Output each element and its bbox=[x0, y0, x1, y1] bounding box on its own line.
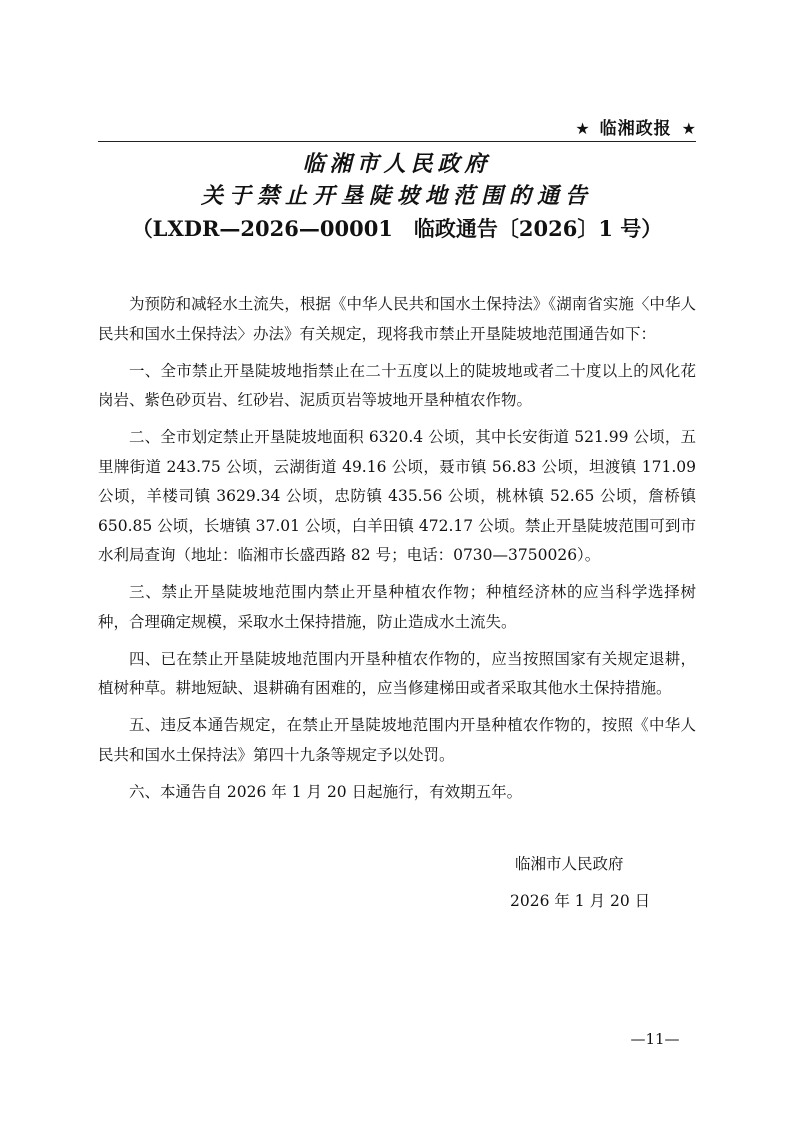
document-title bbox=[98, 150, 696, 244]
signature-date: 2026 年 1 月 20 日 bbox=[510, 892, 651, 910]
publication-name: 临湘政报 bbox=[599, 119, 672, 139]
paragraph-item-3: 三、禁止开垦陡坡地范围内禁止开垦种植农作物；种植经济林的应当科学选择树种，合理确定规模，采取水土保持措施，防止造成水土流失。 bbox=[98, 583, 696, 631]
paragraph-intro: 为预防和减轻水土流失，根据《中华人民共和国水土保持法》《湖南省实施〈中华人民共和国水土保持法〉办法》有关规定，现将我市禁止开垦陡坡地范围通告如下： bbox=[98, 295, 696, 343]
paragraph-item-1: 一、全市禁止开垦陡坡地指禁止在二十五度以上的陡坡地或者二十度以上的风化花岗岩、紫色砂页岩、红砂岩、泥质页岩等坡地开垦种植农作物。 bbox=[98, 361, 696, 409]
paragraph-item-5: 五、违反本通告规定，在禁止开垦陡坡地范围内开垦种植农作物的，按照《中华人民共和国水土保持法》第四十九条等规定予以处罚。 bbox=[98, 716, 696, 764]
title-issuer: 临湘市人民政府 bbox=[302, 152, 492, 177]
header-divider bbox=[98, 141, 696, 142]
paragraph-item-6: 六、本通告自 2026 年 1 月 20 日起施行，有效期五年。 bbox=[129, 782, 523, 801]
paragraph-item-4: 四、已在禁止开垦陡坡地范围内开垦种植农作物的，应当按照国家有关规定退耕，植树种草。耕地短缺、退耕确有困难的，应当修建梯田或者采取其他水土保持措施。 bbox=[98, 649, 696, 697]
page-number: —11— bbox=[630, 1030, 680, 1048]
star-left-icon: ★ bbox=[575, 119, 590, 138]
signature-organization: 临湘市人民政府 bbox=[515, 855, 624, 873]
star-right-icon: ★ bbox=[681, 119, 696, 138]
title-subject: 关于禁止开垦陡坡地范围的通告 bbox=[200, 184, 593, 209]
paragraph-item-2: 二、全市划定禁止开垦陡坡地面积 6320.4 公顷，其中长安街道 521.99 公顷，五里牌街道 243.75 公顷，云湖街道 49.16 公顷，聂市镇 56.83 公顷，坦渡镇 171.09 公顷，羊楼司镇 3629.34 公顷，忠防镇 435.56 公顷，桃林镇 52.65 公顷，詹桥镇 650.85 公顷，长塘镇 37.01 公顷，白羊田镇 472.17 公顷。禁止开垦陡坡范围可到市水利局查询（地址：临湘市长盛西路 82 号；电话：0730—3750026）。 bbox=[98, 428, 696, 564]
document-body bbox=[98, 290, 696, 815]
title-document-number: （LXDR—2026—00001 临政通告〔2026〕1 号） bbox=[131, 216, 663, 241]
